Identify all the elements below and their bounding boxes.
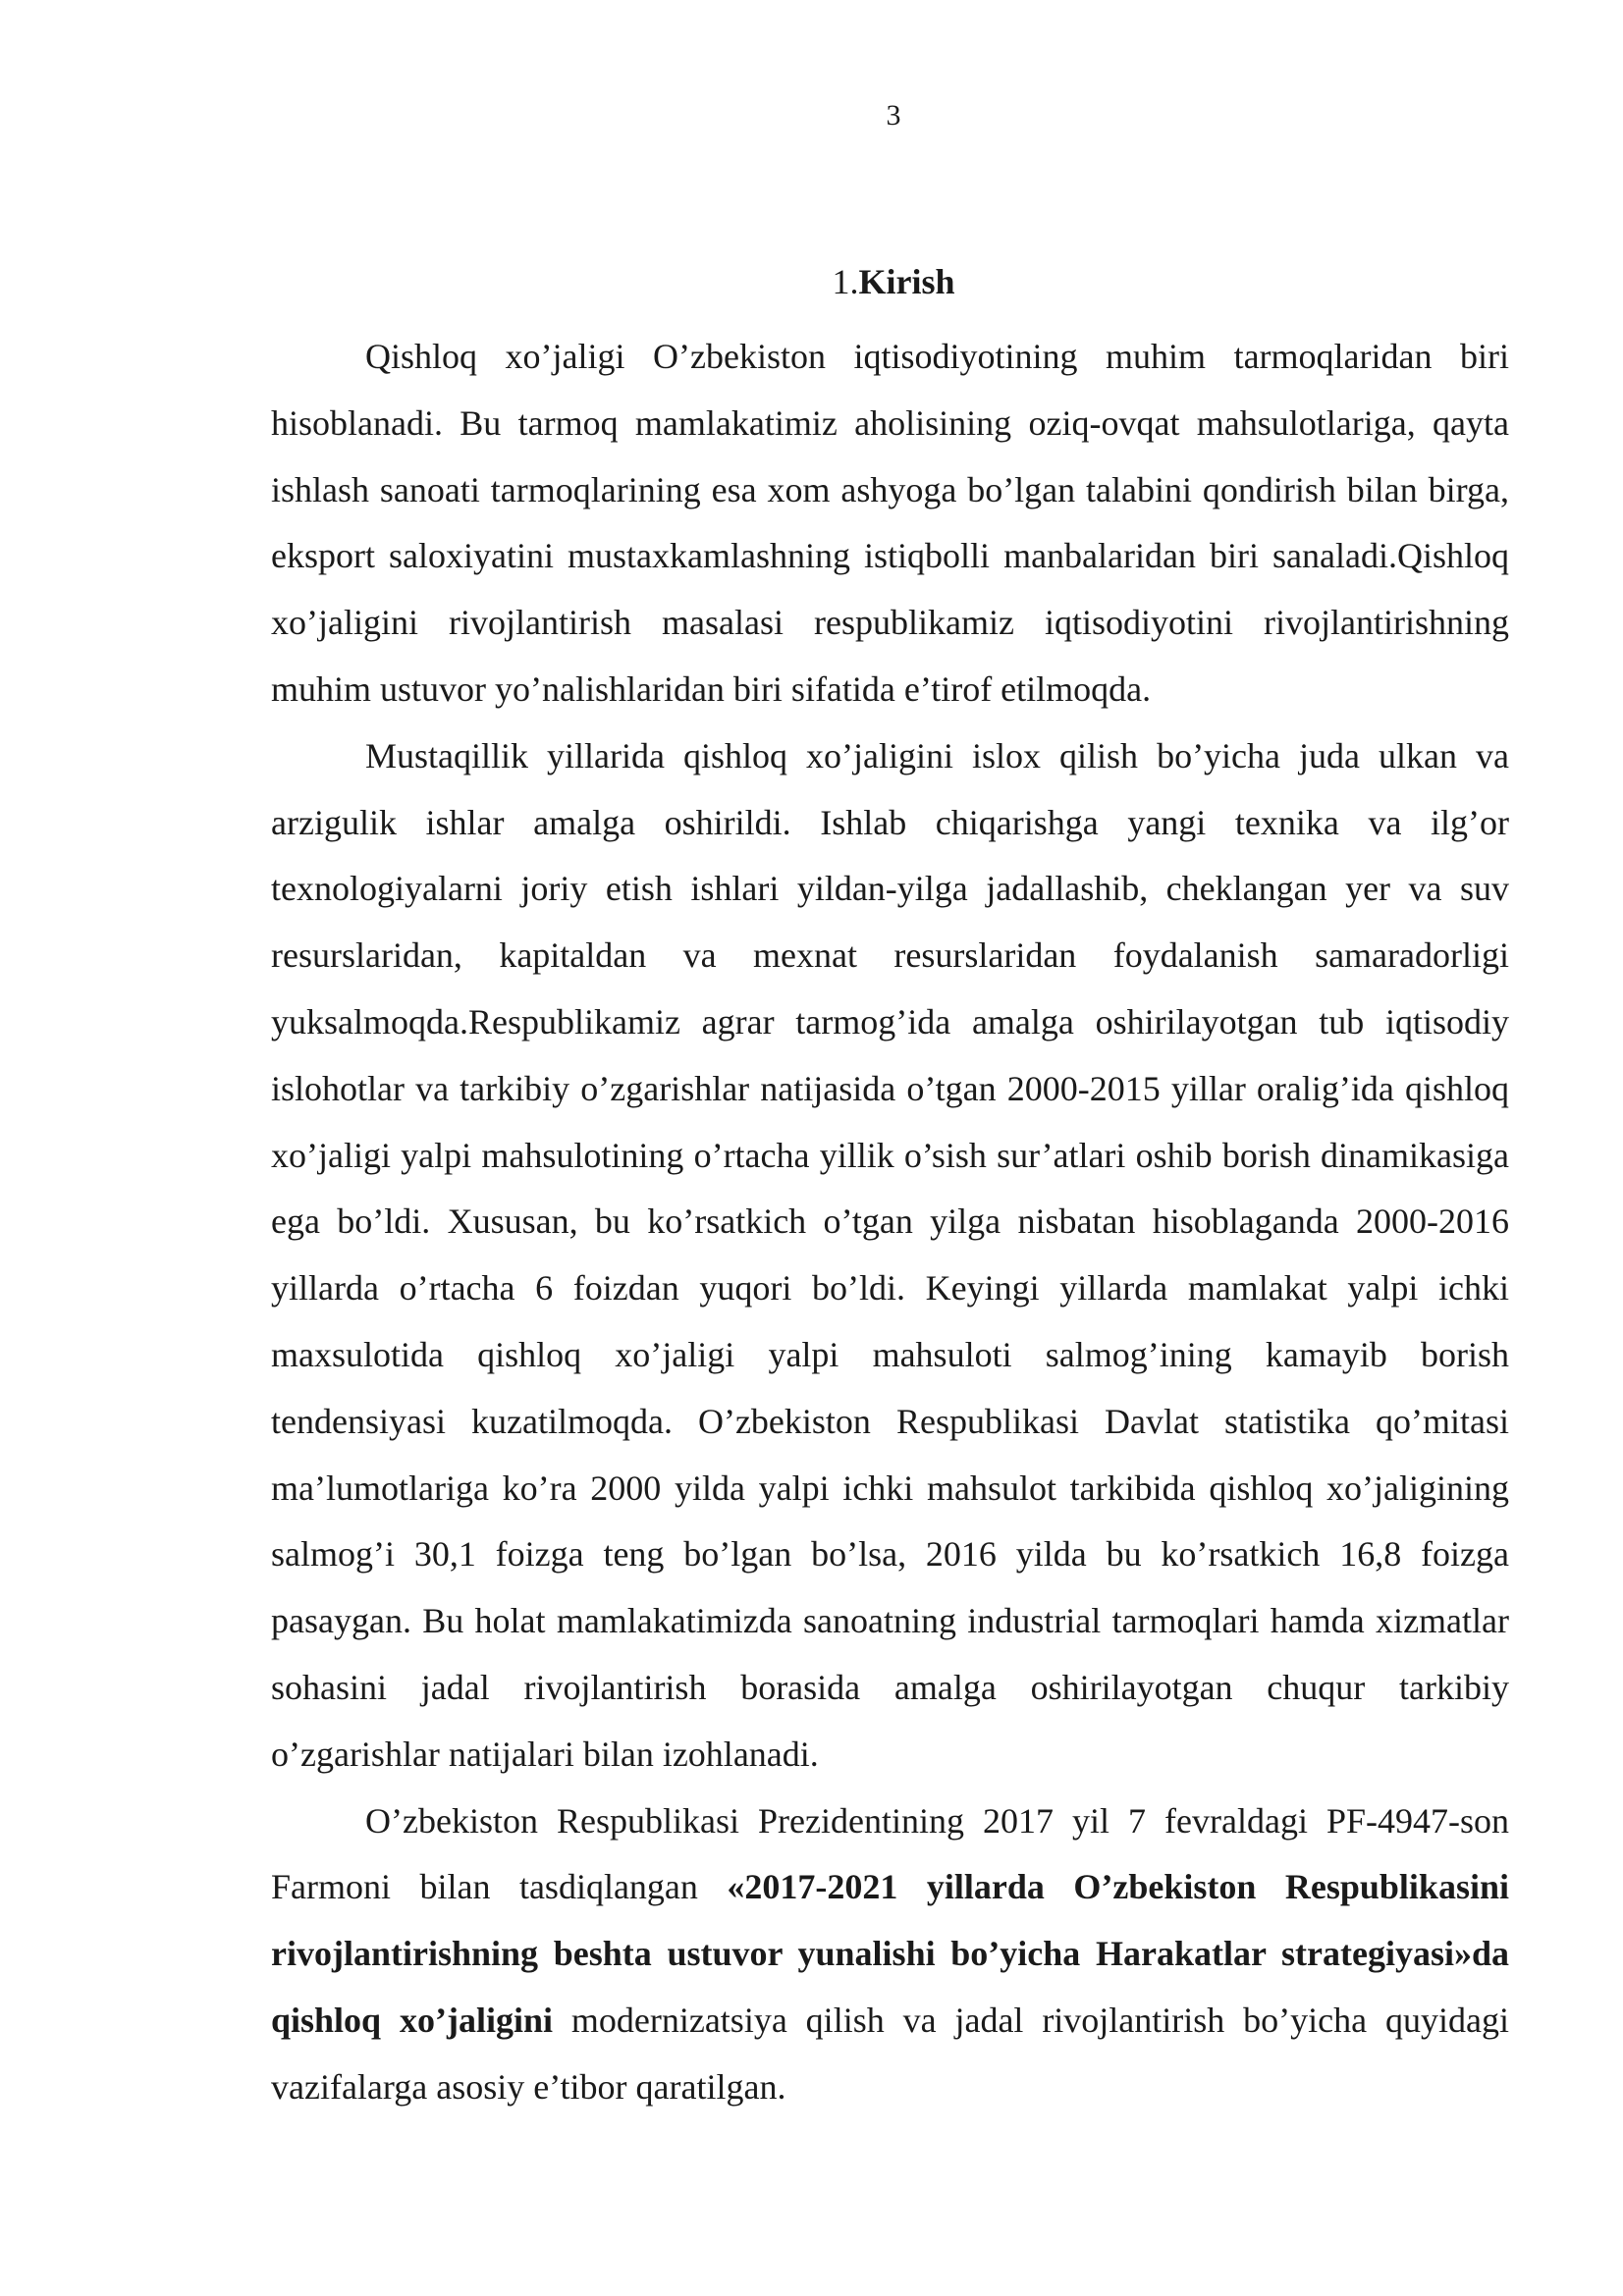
- page-number: 3: [886, 99, 901, 132]
- section-number: 1.: [832, 262, 859, 301]
- paragraph-3-lead: O’zbekiston Respublikasi Prezidentining 2017 yil 7 fevraldagi PF-4947-son Farmoni bilan tasdiqlangan: [271, 1800, 1509, 1907]
- section-title: Kirish: [858, 262, 955, 301]
- section-heading: [0, 257, 1623, 306]
- paragraph-3-tail: modernizatsiya qilish va jadal rivojlantirish bo’yicha quyidagi vazifalarga asosiy e’tibor qaratilgan.: [271, 2000, 1509, 2107]
- paragraph-3-bold: «2017-2021 yillarda O’zbekiston Respublikasini rivojlantirishning beshta ustuvor yunalishi bo’yicha Harakatlar strategiyasi»da qishloq xo’jaligini: [271, 1867, 1509, 2040]
- paragraph-3: [271, 1789, 1509, 2121]
- paragraph-1: Qishloq xo’jaligi O’zbekiston iqtisodiyotining muhim tarmoqlaridan biri hisoblanadi. Bu tarmoq mamlakatimiz aholisining oziq-ovqat mahsulotlariga, qayta ishlash sanoati tarmoqlarining esa xom ashyoga bo’lgan talabini qondirish bilan birga, eksport saloxiyatini mustaxkamlashning istiqbolli manbalaridan biri sanaladi.Qishloq xo’jaligini rivojlantirish masalasi respublikamiz iqtisodiyotini rivojlantirishning muhim ustuvor yo’nalishlaridan biri sifatida e’tirof etilmoqda.: [271, 337, 1509, 709]
- body-text: [271, 324, 1509, 2121]
- paragraph-2: Mustaqillik yillarida qishloq xo’jaligini islox qilish bo’yicha juda ulkan va arzigulik ishlar amalga oshirildi. Ishlab chiqarishga yangi texnika va ilg’or texnologiyalarni joriy etish ishlari yildan-yilga jadallashib, cheklangan yer va suv resurslaridan, kapitaldan va mexnat resurslaridan foydalanish samaradorligi yuksalmoqda.Respublikamiz agrar tarmog’ida amalga oshirilayotgan tub iqtisodiy islohotlar va tarkibiy o’zgarishlar natijasida o’tgan 2000-2015 yillar oralig’ida qishloq xo’jaligi yalpi mahsulotining o’rtacha yillik o’sish sur’atlari oshib borish dinamikasiga ega bo’ldi. Xususan, bu ko’rsatkich o’tgan yilga nisbatan hisoblaganda 2000-2016 yillarda o’rtacha 6 foizdan yuqori bo’ldi. Keyingi yillarda mamlakat yalpi ichki maxsulotida qishloq xo’jaligi yalpi mahsuloti salmog’ining kamayib borish tendensiyasi kuzatilmoqda. O’zbekiston Respublikasi Davlat statistika qo’mitasi ma’lumotlariga ko’ra 2000 yilda yalpi ichki mahsulot tarkibida qishloq xo’jaligining salmog’i 30,1 foizga teng bo’lgan bo’lsa, 2016 yilda bu ko’rsatkich 16,8 foizga pasaygan. Bu holat mamlakatimizda sanoatning industrial tarmoqlari hamda xizmatlar sohasini jadal rivojlantirish borasida amalga oshirilayotgan chuqur tarkibiy o’zgarishlar natijalari bilan izohlanadi.: [271, 735, 1509, 1774]
